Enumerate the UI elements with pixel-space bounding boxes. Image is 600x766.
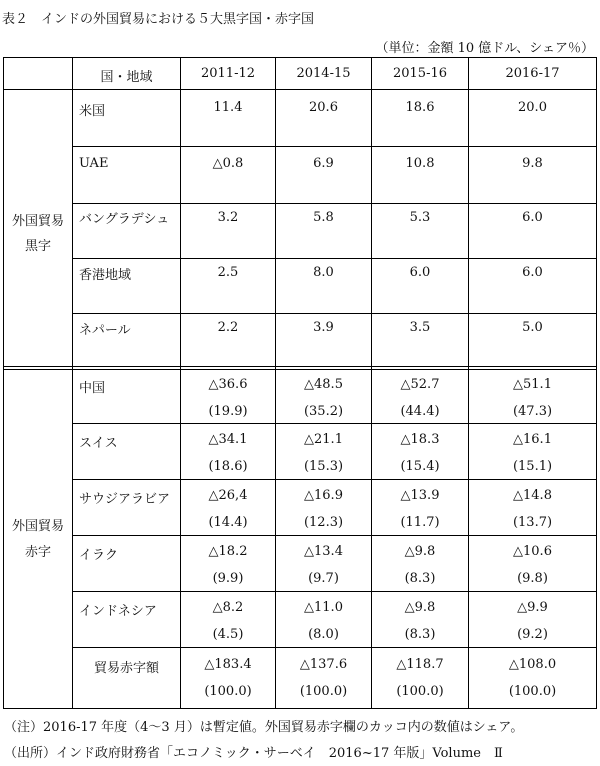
country-name: 香港地域 [79, 268, 132, 283]
value-cell: △11.0 [304, 600, 343, 615]
row-line [72, 479, 596, 480]
header-year: 2011-12 [200, 66, 256, 81]
header-year: 2015-16 [392, 66, 448, 81]
row-line [72, 146, 596, 147]
source-note: （出所）インド政府財務省「エコノミック・サーベイ 2016~17 年版」Volume Ⅱ [4, 746, 503, 761]
share-cell: (11.7) [400, 515, 440, 530]
deficit-group-label: 外国貿易 [11, 519, 64, 534]
value-cell: △13.9 [400, 488, 440, 503]
total-value: △108.0 [508, 657, 557, 672]
value-cell: △16.9 [304, 488, 343, 503]
value-cell: △9.8 [404, 600, 436, 615]
value-cell: 11.4 [213, 100, 243, 115]
row-line [72, 423, 596, 424]
value-cell: △48.5 [304, 377, 343, 392]
total-share: (100.0) [508, 684, 557, 699]
value-cell: △18.2 [208, 544, 248, 559]
share-cell: (15.3) [303, 459, 344, 474]
table-title: 表２ インドの外国貿易における５大黒字国・赤字国 [2, 12, 315, 27]
share-cell: (19.9) [208, 404, 248, 419]
row-line [72, 313, 596, 314]
country-name: インドネシア [79, 604, 157, 619]
value-cell: 3.9 [313, 320, 334, 335]
footnote: （注）2016-17 年度（4～3 月）は暫定値。外国貿易赤字欄のカッコ内の数値はシェア。 [4, 720, 524, 735]
country-name: バングラデシュ [79, 212, 170, 227]
share-cell: (4.5) [212, 627, 244, 642]
unit-note: （単位：金額 10 億ドル、シェア％） [375, 41, 594, 56]
value-cell: △34.1 [208, 432, 248, 447]
value-cell: 20.0 [518, 100, 547, 115]
row-line [72, 535, 596, 536]
country-name: 米国 [79, 104, 106, 119]
header-year: 2014-15 [296, 66, 351, 81]
total-share: (100.0) [299, 684, 348, 699]
header-region: 国・地域 [100, 70, 153, 85]
value-cell: △13.4 [304, 544, 343, 559]
value-cell: 6.0 [522, 265, 543, 280]
value-cell: 6.0 [409, 265, 431, 280]
country-name: サウジアラビア [79, 492, 171, 507]
surplus-group-label: 外国貿易 [11, 214, 64, 229]
value-cell: △8.2 [212, 600, 244, 615]
value-cell: 3.2 [217, 210, 239, 225]
share-cell: (35.2) [303, 404, 344, 419]
country-name: スイス [79, 436, 118, 451]
value-cell: △52.7 [400, 377, 440, 392]
share-cell: (9.8) [517, 571, 548, 586]
row-line [72, 647, 596, 648]
share-cell: (14.4) [208, 515, 248, 530]
value-cell: △14.8 [513, 488, 552, 503]
value-cell: 6.9 [313, 156, 334, 171]
value-cell: 10.8 [405, 156, 435, 171]
total-value: △118.7 [396, 657, 444, 672]
row-line [72, 591, 596, 592]
deficit-group-label: 赤字 [24, 545, 51, 560]
value-cell: 8.0 [313, 265, 334, 280]
country-name: UAE [79, 156, 109, 171]
group-divider [4, 366, 596, 367]
total-label: 貿易赤字額 [93, 661, 159, 676]
col-line [72, 58, 73, 708]
group-divider-double [4, 369, 596, 370]
header-divider [4, 89, 596, 90]
value-cell: △18.3 [400, 432, 440, 447]
share-cell: (9.9) [212, 571, 244, 586]
value-cell: 18.6 [405, 100, 435, 115]
value-cell: △9.8 [404, 544, 436, 559]
country-name: 中国 [79, 381, 106, 396]
share-cell: (12.3) [303, 515, 344, 530]
total-value: △137.6 [299, 657, 348, 672]
total-share: (100.0) [204, 684, 252, 699]
value-cell: △16.1 [513, 432, 552, 447]
value-cell: 2.2 [217, 320, 239, 335]
value-cell: 5.8 [313, 210, 334, 225]
share-cell: (8.0) [308, 627, 339, 642]
value-cell: △0.8 [212, 156, 244, 171]
value-cell: 5.3 [409, 210, 431, 225]
country-name: ネパール [79, 323, 131, 338]
share-cell: (8.3) [404, 627, 436, 642]
value-cell: 6.0 [522, 210, 543, 225]
row-line [72, 258, 596, 259]
value-cell: △51.1 [513, 377, 552, 392]
share-cell: (9.2) [517, 627, 548, 642]
value-cell: △26,4 [208, 488, 248, 503]
value-cell: △10.6 [513, 544, 552, 559]
trade-table [3, 57, 597, 709]
share-cell: (44.4) [400, 404, 440, 419]
value-cell: 5.0 [522, 320, 543, 335]
value-cell: 2.5 [217, 265, 239, 280]
row-line [72, 203, 596, 204]
share-cell: (18.6) [208, 459, 248, 474]
value-cell: △9.9 [517, 600, 548, 615]
value-cell: 20.6 [309, 100, 338, 115]
share-cell: (9.7) [308, 571, 339, 586]
share-cell: (15.4) [400, 459, 440, 474]
value-cell: 3.5 [409, 320, 431, 335]
value-cell: △36.6 [208, 377, 248, 392]
country-name: イラク [79, 548, 119, 563]
header-year: 2016-17 [505, 66, 560, 81]
value-cell: 9.8 [522, 156, 543, 171]
surplus-group-label: 黒字 [24, 239, 51, 254]
share-cell: (8.3) [404, 571, 436, 586]
share-cell: (15.1) [512, 459, 553, 474]
total-value: △183.4 [204, 657, 252, 672]
share-cell: (13.7) [512, 515, 553, 530]
share-cell: (47.3) [512, 404, 553, 419]
value-cell: △21.1 [304, 432, 343, 447]
total-share: (100.0) [396, 684, 444, 699]
